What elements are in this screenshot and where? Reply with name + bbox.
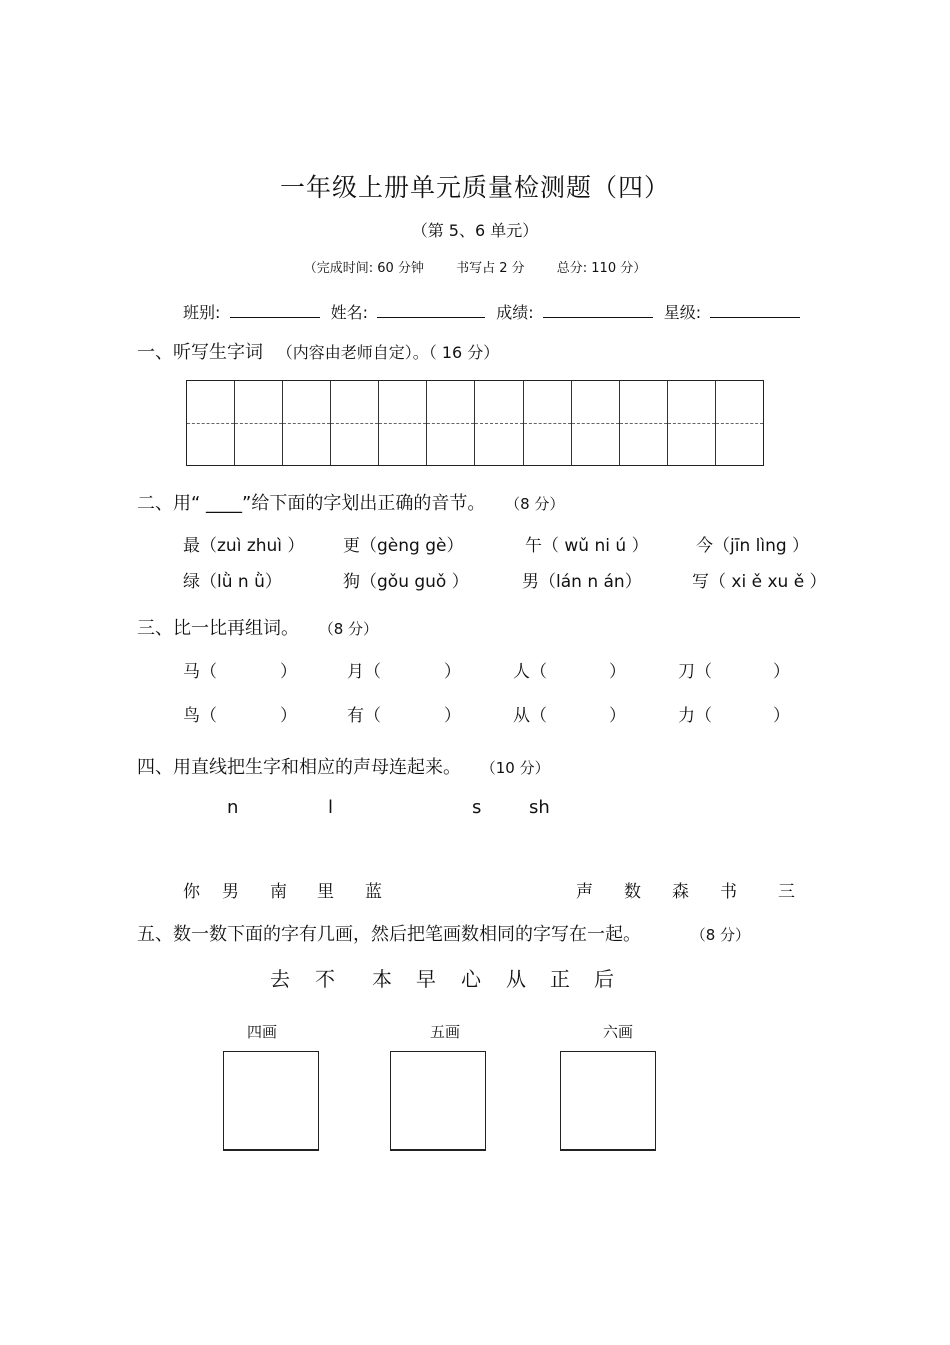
grid-cell[interactable] bbox=[620, 381, 668, 465]
q3-close: ） bbox=[773, 706, 790, 726]
q3-close: ） bbox=[773, 662, 790, 682]
q5-char: 本 bbox=[372, 967, 392, 991]
class-field[interactable] bbox=[230, 303, 320, 318]
q5-char: 不 bbox=[315, 967, 335, 991]
star-label: 星级: bbox=[663, 303, 702, 322]
q3-item: 力（ bbox=[678, 706, 712, 726]
grid-cell[interactable] bbox=[235, 381, 283, 465]
q4-heading bbox=[137, 753, 550, 779]
page-subtitle: （第 5、6 单元） bbox=[411, 221, 539, 240]
score-label: 成绩: bbox=[496, 303, 534, 322]
q2-item: 今（jīn lìng ） bbox=[696, 536, 810, 556]
grid-cell[interactable] bbox=[187, 381, 235, 465]
q2-item: 午（ wǔ ni ú ） bbox=[525, 536, 649, 556]
q4-char[interactable]: 三 bbox=[778, 882, 795, 902]
q4-char[interactable]: 书 bbox=[720, 882, 737, 902]
box-label-4: 四画 bbox=[247, 1023, 278, 1041]
box-label-5: 五画 bbox=[430, 1023, 461, 1041]
grid-cell[interactable] bbox=[572, 381, 620, 465]
q4-char[interactable]: 你 bbox=[183, 882, 200, 902]
grid-cell[interactable] bbox=[379, 381, 427, 465]
q3-close: ） bbox=[444, 706, 461, 726]
q3-item: 人（ bbox=[513, 662, 547, 682]
q4-char[interactable]: 里 bbox=[317, 882, 334, 902]
initial-s[interactable]: s bbox=[472, 797, 482, 818]
q3-close: ） bbox=[609, 706, 626, 726]
grid-cell[interactable] bbox=[427, 381, 475, 465]
q3-item: 鸟（ bbox=[183, 706, 217, 726]
meta-writing: 书写占 2 分 bbox=[456, 261, 525, 276]
page-title: 一年级上册单元质量检测题（四） bbox=[279, 173, 670, 202]
q3-close: ） bbox=[444, 662, 461, 682]
q4-char[interactable]: 南 bbox=[270, 882, 287, 902]
q3-item: 有（ bbox=[347, 706, 381, 726]
q2-item: 男（lán n án） bbox=[522, 572, 642, 592]
grid-cell[interactable] bbox=[716, 381, 763, 465]
q2-item: 写（ xi ě xu ě ） bbox=[692, 572, 827, 592]
q2-points: （8 分） bbox=[505, 495, 565, 513]
q1-note: （内容由老师自定）。（ 16 分） bbox=[276, 343, 500, 362]
initial-n[interactable]: n bbox=[227, 797, 239, 818]
q2-heading bbox=[137, 489, 564, 515]
q3-item: 从（ bbox=[513, 706, 547, 726]
meta-time: （完成时间: 60 分钟 bbox=[303, 261, 424, 276]
dictation-grid[interactable] bbox=[186, 380, 764, 466]
q4-char[interactable]: 男 bbox=[222, 882, 239, 902]
initial-l[interactable]: l bbox=[328, 797, 334, 818]
q3-item: 刀（ bbox=[678, 662, 712, 682]
grid-cell[interactable] bbox=[524, 381, 572, 465]
q5-title: 五、数一数下面的字有几画，然后把笔画数相同的字写在一起。 bbox=[137, 924, 641, 945]
class-label: 班别: bbox=[183, 303, 221, 322]
q3-item: 月（ bbox=[347, 662, 381, 682]
q3-close: ） bbox=[280, 706, 297, 726]
q5-char: 心 bbox=[461, 967, 481, 991]
answer-box-5[interactable] bbox=[390, 1051, 486, 1151]
answer-box-4[interactable] bbox=[223, 1051, 319, 1151]
q3-heading bbox=[137, 614, 378, 640]
q2-title: 二、用“ ____”给下面的字划出正确的音节。 bbox=[137, 493, 486, 514]
q5-points: （8 分） bbox=[690, 926, 751, 944]
q4-char[interactable]: 数 bbox=[624, 882, 641, 902]
q3-item: 马（ bbox=[183, 662, 217, 682]
q5-char: 正 bbox=[550, 967, 570, 991]
q4-points: （10 分） bbox=[480, 759, 550, 777]
exam-meta bbox=[0, 257, 950, 276]
q3-close: ） bbox=[609, 662, 626, 682]
q4-char[interactable]: 森 bbox=[672, 882, 689, 902]
grid-cell[interactable] bbox=[331, 381, 379, 465]
q5-char: 后 bbox=[594, 967, 614, 991]
q4-char[interactable]: 蓝 bbox=[365, 882, 382, 902]
q2-item: 绿（lǜ n ǜ） bbox=[183, 572, 282, 592]
q5-char: 去 bbox=[270, 967, 290, 991]
q2-item: 狗（gǒu guǒ ） bbox=[343, 572, 469, 592]
q3-title: 三、比一比再组词。 bbox=[137, 618, 299, 639]
q3-close: ） bbox=[280, 662, 297, 682]
q4-title: 四、用直线把生字和相应的声母连起来。 bbox=[137, 757, 461, 778]
q5-char: 早 bbox=[416, 967, 436, 991]
star-field[interactable] bbox=[710, 303, 800, 318]
box-label-6: 六画 bbox=[603, 1023, 634, 1041]
meta-total: 总分: 110 分） bbox=[556, 261, 647, 276]
q1-heading bbox=[137, 338, 499, 364]
grid-cell[interactable] bbox=[283, 381, 331, 465]
answer-box-6[interactable] bbox=[560, 1051, 656, 1151]
q1-title: 一、听写生字词 bbox=[137, 342, 263, 363]
q2-item: 更（gèng gè） bbox=[343, 536, 464, 556]
initial-sh[interactable]: sh bbox=[529, 797, 550, 818]
student-info bbox=[183, 300, 806, 323]
q2-item: 最（zuì zhuì ） bbox=[183, 536, 305, 556]
name-field[interactable] bbox=[377, 303, 485, 318]
q5-char: 从 bbox=[506, 967, 526, 991]
grid-cell[interactable] bbox=[475, 381, 523, 465]
q5-heading bbox=[137, 920, 750, 946]
score-field[interactable] bbox=[543, 303, 653, 318]
name-label: 姓名: bbox=[330, 303, 368, 322]
q3-points: （8 分） bbox=[318, 620, 379, 638]
grid-cell[interactable] bbox=[668, 381, 716, 465]
q4-char[interactable]: 声 bbox=[576, 882, 593, 902]
